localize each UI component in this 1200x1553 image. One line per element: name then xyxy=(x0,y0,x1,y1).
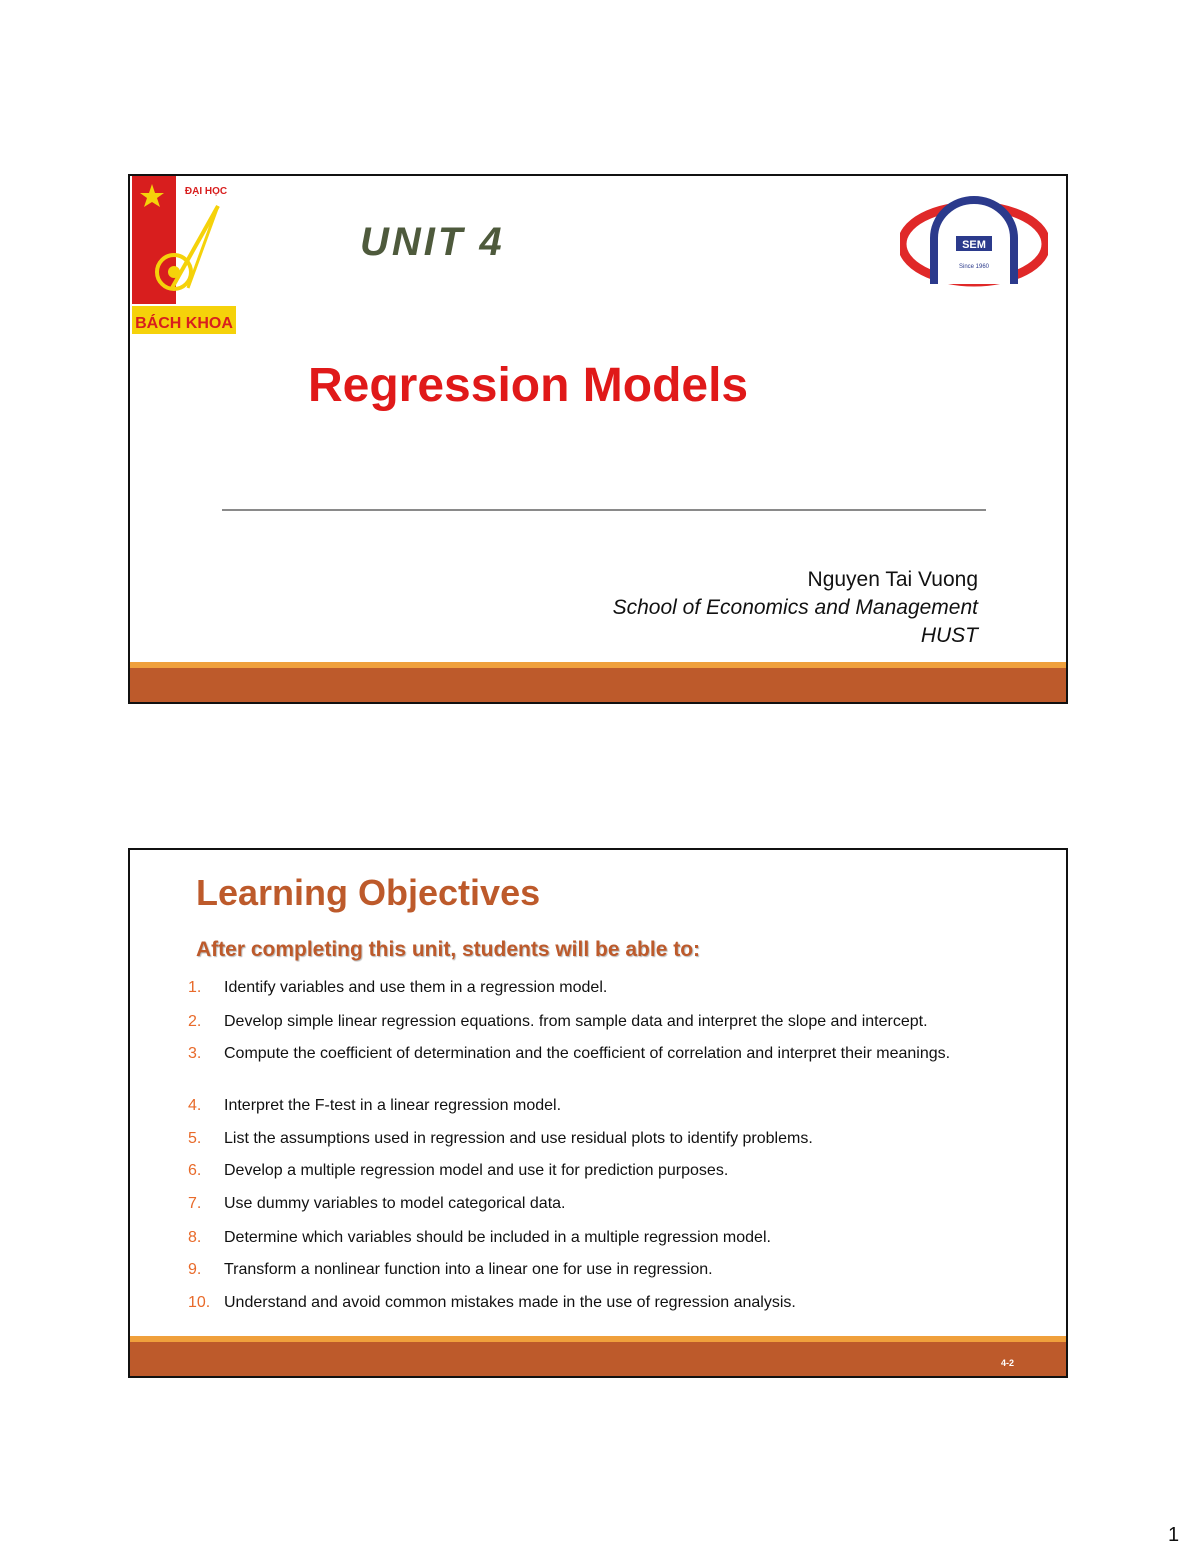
footer-bar xyxy=(130,1342,1066,1376)
author-name: Nguyen Tai Vuong xyxy=(807,568,978,591)
sem-logo xyxy=(900,196,1048,288)
school-name: School of Economics and Management xyxy=(612,596,978,619)
objective-item xyxy=(188,1044,984,1064)
hust-logo-top-text: ĐẠI HỌC xyxy=(184,186,228,197)
objective-text: Identify variables and use them in a regression model. xyxy=(224,979,608,996)
objective-item xyxy=(188,978,1028,998)
objective-item xyxy=(188,1228,771,1248)
main-title: Regression Models xyxy=(308,359,749,412)
objective-number: 8. xyxy=(188,1229,202,1246)
objective-item xyxy=(188,1012,928,1032)
hust-logo xyxy=(132,176,236,334)
objective-number: 5. xyxy=(188,1130,202,1147)
objective-text: Compute the coefficient of determination and the coefficient of correlation and interpret their meanings. xyxy=(224,1045,951,1062)
objective-number: 9. xyxy=(188,1261,202,1278)
hust-logo-bottom-text: BÁCH KHOA xyxy=(135,315,233,332)
title-slide xyxy=(128,174,1068,704)
objective-number: 10. xyxy=(188,1294,211,1311)
objective-text: List the assumptions used in regression and use residual plots to identify problems. xyxy=(224,1130,813,1147)
objective-text: Interpret the F-test in a linear regression model. xyxy=(224,1097,562,1114)
objective-text: Develop a multiple regression model and use it for prediction purposes. xyxy=(224,1162,729,1179)
footer-bar xyxy=(130,668,1066,702)
objective-text: Determine which variables should be included in a multiple regression model. xyxy=(224,1229,771,1246)
objective-number: 4. xyxy=(188,1097,202,1114)
objective-item xyxy=(188,1293,796,1313)
objectives-slide xyxy=(128,848,1068,1378)
sem-logo-ring-text: Since 1960 xyxy=(958,264,990,270)
author-block xyxy=(613,566,978,650)
objective-number: 3. xyxy=(188,1045,202,1062)
objective-item xyxy=(188,1096,561,1116)
objective-text: Develop simple linear regression equations. from sample data and interpret the slope and intercept. xyxy=(224,1013,928,1030)
objective-item xyxy=(188,1161,728,1181)
unit-title: UNIT 4 xyxy=(360,220,505,264)
objectives-title: Learning Objectives xyxy=(196,872,541,913)
objective-number: 2. xyxy=(188,1013,202,1030)
objective-text: Understand and avoid common mistakes made in the use of regression analysis. xyxy=(224,1294,796,1311)
objective-item xyxy=(188,1129,813,1149)
document-page-number: 1 xyxy=(1168,1524,1180,1546)
objective-item xyxy=(188,1260,713,1280)
slide-page-label: 4-2 xyxy=(1000,1358,1014,1368)
objective-number: 7. xyxy=(188,1195,202,1212)
objective-number: 1. xyxy=(188,979,202,996)
objective-text: Transform a nonlinear function into a linear one for use in regression. xyxy=(224,1261,713,1278)
title-divider xyxy=(222,509,986,511)
institution-name: HUST xyxy=(920,624,978,647)
objectives-subtitle: After completing this unit, students will be able to: xyxy=(196,938,701,961)
objective-text: Use dummy variables to model categorical data. xyxy=(224,1195,566,1212)
objective-item xyxy=(188,1194,566,1214)
sem-logo-badge: SEM xyxy=(962,239,986,251)
objectives-list xyxy=(188,978,1028,1311)
objective-number: 6. xyxy=(188,1162,202,1179)
